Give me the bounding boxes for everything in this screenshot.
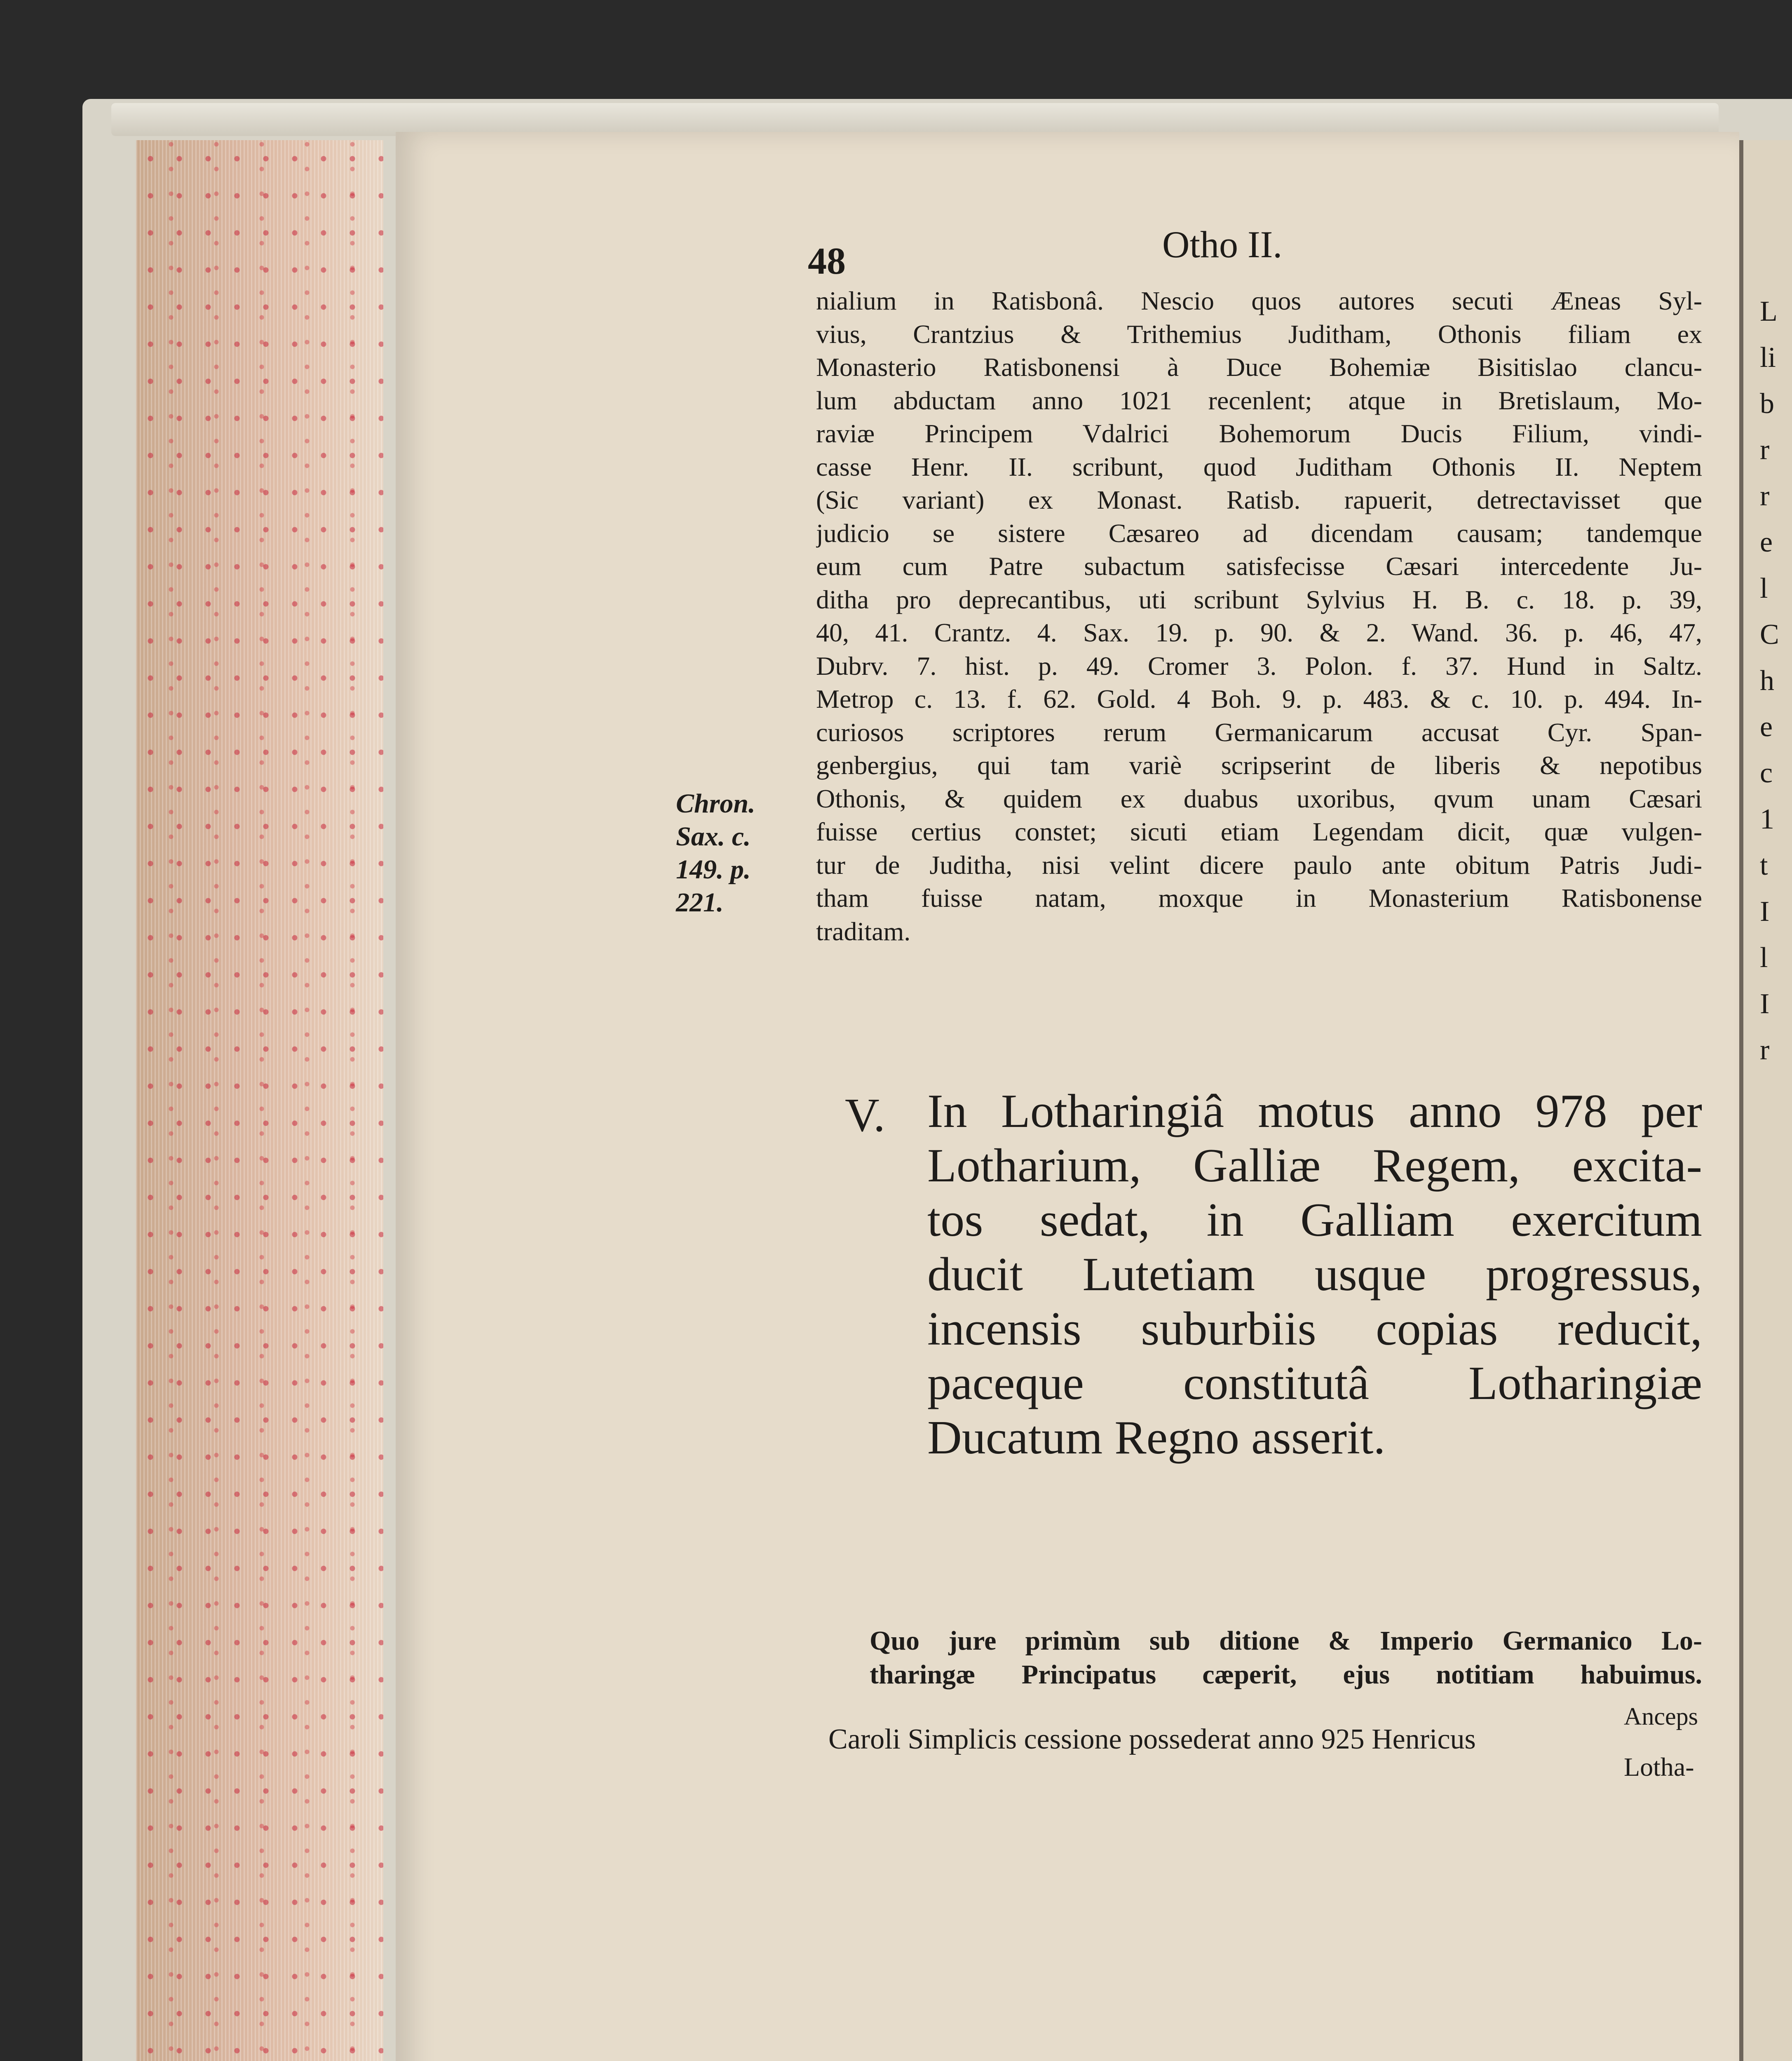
summary-line: tharingæ Principatus cæperit, ejus notitiam habuimus. (870, 1660, 1702, 1690)
body-line: judicio se sistere Cæsareo ad dicendam causam; tandemque (816, 518, 1702, 548)
margin-note-line: 221. (676, 887, 724, 918)
section-line: tos sedat, in Galliam exercitum (927, 1194, 1702, 1246)
facing-page-letter: t (1760, 850, 1768, 881)
book-cover-top-edge (111, 103, 1719, 136)
summary-line: Quo jure primùm sub ditione & Imperio Germanico Lo- (870, 1626, 1702, 1656)
margin-note-line: 149. p. (676, 854, 751, 885)
body-line: Othonis, & quidem ex duabus uxoribus, qvum unam Cæsari (816, 784, 1702, 813)
page-fore-edge (136, 140, 383, 2061)
body-line: Metrop c. 13. f. 62. Gold. 4 Boh. 9. p. 483. & c. 10. p. 494. In- (816, 684, 1702, 714)
body-line: genbergius, qui tam variè scripserint de liberis & nepotibus (816, 751, 1702, 780)
section-summary (870, 1624, 1702, 1692)
facing-page-letter: li (1760, 342, 1776, 373)
margin-note-line: Sax. c. (676, 822, 751, 852)
section-line: In Lotharingiâ motus anno 978 per (927, 1085, 1702, 1138)
body-paragraph (816, 284, 1702, 948)
section-number: V. (845, 1089, 885, 1142)
margin-note-line: Chron. (676, 789, 755, 819)
body-line: raviæ Principem Vdalrici Bohemorum Ducis Filium, vindi- (816, 419, 1702, 448)
section-line: paceque constitutâ Lotharingiæ (927, 1357, 1702, 1410)
facing-page-letter: r (1760, 480, 1770, 512)
body-line: curiosos scriptores rerum Germanicarum accusat Cyr. Span- (816, 717, 1702, 747)
continuation-line: Caroli Simplicis cessione possederat anno 925 Henricus (828, 1723, 1476, 1755)
body-line: eum cum Patre subactum satisfecisse Cæsari intercedente Ju- (816, 552, 1702, 581)
catchword: Lotha- (1624, 1752, 1694, 1782)
facing-page-letter: I (1760, 896, 1770, 927)
body-line: 40, 41. Crantz. 4. Sax. 19. p. 90. & 2. Wand. 36. p. 46, 47, (816, 618, 1702, 647)
facing-page-letter: c (1760, 757, 1773, 789)
facing-page-letter: I (1760, 988, 1770, 1020)
facing-page-letter: 1 (1760, 803, 1774, 835)
body-line: tur de Juditha, nisi velint dicere paulo ante obitum Patris Judi- (816, 850, 1702, 880)
body-line: Dubrv. 7. hist. p. 49. Cromer 3. Polon. f. 37. Hund in Saltz. (816, 651, 1702, 681)
body-line: Monasterio Ratisbonensi à Duce Bohemiæ Bisitislao clancu- (816, 352, 1702, 382)
body-line: ditha pro deprecantibus, uti scribunt Sylvius H. B. c. 18. p. 39, (816, 584, 1702, 614)
body-line: nialium in Ratisbonâ. Nescio quos autores secuti Æneas Syl- (816, 286, 1702, 315)
body-line: traditam. (816, 916, 911, 946)
facing-page-letter: l (1760, 573, 1768, 604)
marginal-note (676, 787, 800, 919)
facing-page-letter: e (1760, 711, 1773, 743)
section-line: incensis suburbiis copias reducit, (927, 1303, 1702, 1355)
section-line: Ducatum Regno asserit. (927, 1411, 1386, 1464)
body-line: vius, Crantzius & Trithemius Juditham, Othonis filiam ex (816, 319, 1702, 349)
facing-page-letter: C (1760, 619, 1779, 650)
body-line: fuisse certius constet; sicuti etiam Legendam dicit, quæ vulgen- (816, 817, 1702, 846)
facing-page-letter: h (1760, 665, 1774, 697)
facing-page-letters (1760, 289, 1785, 1073)
sprinkled-edge-pattern (136, 140, 383, 2061)
facing-page-letter: e (1760, 526, 1773, 558)
facing-page-letter: l (1760, 942, 1768, 974)
page-number: 48 (808, 240, 846, 282)
section-line: ducit Lutetiam usque progressus, (927, 1248, 1702, 1301)
body-line: lum abductam anno 1021 recenlent; atque in Bretislaum, Mo- (816, 385, 1702, 415)
facing-page-letter: b (1760, 388, 1774, 420)
facing-page-letter: r (1760, 1034, 1770, 1066)
body-line: (Sic variant) ex Monast. Ratisb. rapuerit, detrectavisset que (816, 485, 1702, 514)
facing-page-letter: r (1760, 434, 1770, 466)
section-line: Lotharium, Galliæ Regem, excita- (927, 1139, 1702, 1192)
section-heading (927, 1084, 1702, 1465)
body-line: tham fuisse natam, moxque in Monasterium Ratisbonense (816, 883, 1702, 913)
facing-page-letter: L (1760, 296, 1778, 327)
anceps-word: Anceps (1624, 1703, 1698, 1730)
body-line: casse Henr. II. scribunt, quod Juditham Othonis II. Neptem (816, 452, 1702, 481)
running-head: Otho II. (1162, 223, 1283, 265)
